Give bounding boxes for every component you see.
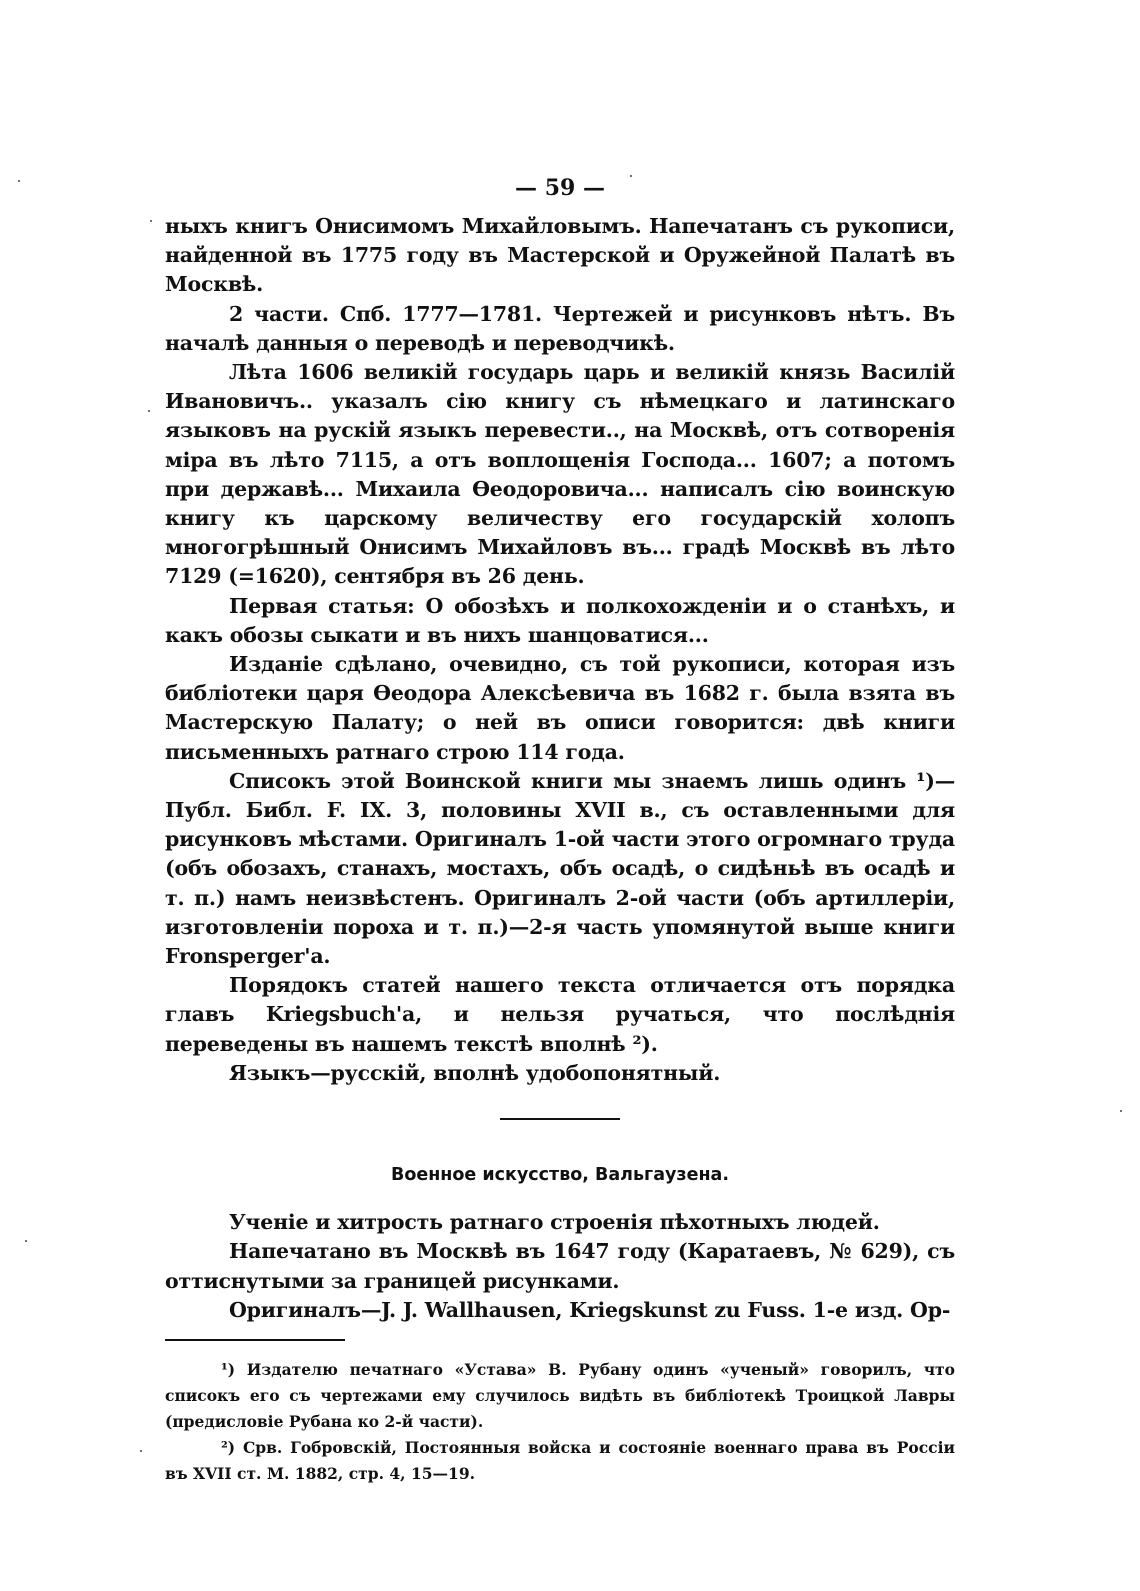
section-text [165, 1208, 955, 1325]
main-text [165, 212, 955, 1088]
footnote-rule [165, 1339, 345, 1341]
paragraph: Напечатано въ Москвѣ въ 1647 году (Каратаевъ, № 629), съ оттиснутыми за границей рисунками. [165, 1239, 955, 1293]
document-page [165, 168, 955, 1487]
paragraph: Оригиналъ—J. J. Wallhausen, Kriegskunst zu Fuss. 1-е изд. Ор- [229, 1297, 951, 1322]
paragraph: Изданіе сдѣлано, очевидно, съ той рукописи, которая изъ библіотеки царя Ѳеодора Алексѣевича въ 1682 г. была взята въ Мастерскую Палату; о ней въ описи говорится: двѣ книги письменныхъ ратнаго строю 114 года. [165, 652, 955, 764]
paragraph: Языкъ—русскій, вполнѣ удобопонятный. [229, 1060, 721, 1085]
paragraph: 2 части. Спб. 1777—1781. Чертежей и рисунковъ нѣтъ. Въ началѣ данныя о переводѣ и переводчикѣ. [165, 301, 955, 355]
footnotes [165, 1357, 955, 1487]
page-number: — 59 — [515, 175, 605, 201]
footnote: ¹) Издателю печатнаго «Устава» В. Рубану одинъ «ученый» говорилъ, что списокъ его съ чертежами ему случилось видѣть въ библіотекѣ Троицкой Лавры (предисловіе Рубана ко 2-й части). [165, 1359, 955, 1431]
paragraph: Ученіе и хитрость ратнаго строенія пѣхотныхъ людей. [229, 1210, 880, 1235]
paragraph: Списокъ этой Воинской книги мы знаемъ лишь одинъ ¹)—Публ. Библ. F. IX. 3, половины XVII в., съ оставленными для рисунковъ мѣстами. Оригиналъ 1-ой части этого огромнаго труда (объ обозахъ, станахъ, мостахъ, объ осадѣ, о сидѣньѣ въ осадѣ и т. п.) намъ неизвѣстенъ. Оригиналъ 2-ой части (объ артиллеріи, изготовленіи пороха и т. п.)—2-я часть упомянутой выше книги Fronsperger'а. [165, 768, 955, 969]
paragraph: ныхъ книгъ Онисимомъ Михайловымъ. Напечатанъ съ рукописи, найденной въ 1775 году въ Мастерской и Оружейной Палатѣ въ Москвѣ. [165, 214, 955, 297]
paragraph: Порядокъ статей нашего текста отличается отъ порядка главъ Kriegsbuch'а, и нельзя ручаться, что послѣднія переведены въ нашемъ текстѣ вполнѣ ²). [165, 973, 955, 1056]
footnote: ²) Срв. Гобровскій, Постоянныя войска и состояніе военнаго права въ Россіи въ XVII ст. М. 1882, стр. 4, 15—19. [165, 1437, 955, 1483]
section-heading: Военное искусство, Вальгаузена. [390, 1165, 730, 1186]
paragraph: Первая статья: О обозѣхъ и полкохожденіи и о станѣхъ, и какъ обозы сыкати и въ нихъ шанцоватися... [165, 593, 955, 647]
section-divider [500, 1118, 620, 1120]
paragraph: Лѣта 1606 великій государь царь и великій князь Василій Ивановичъ.. указалъ сію книгу съ нѣмецкаго и латинскаго языковъ на рускій языкъ перевести.., на Москвѣ, отъ сотворенія міра въ лѣто 7115, а отъ воплощенія Господа... 1607; а потомъ при державѣ... Михаила Ѳеодоровича... написалъ сію воинскую книгу къ царскому величеству его государскій холопъ многогрѣшный Онисимъ Михайловъ въ... градѣ Москвѣ въ лѣто 7129 (=1620), сентября въ 26 день. [165, 360, 955, 589]
